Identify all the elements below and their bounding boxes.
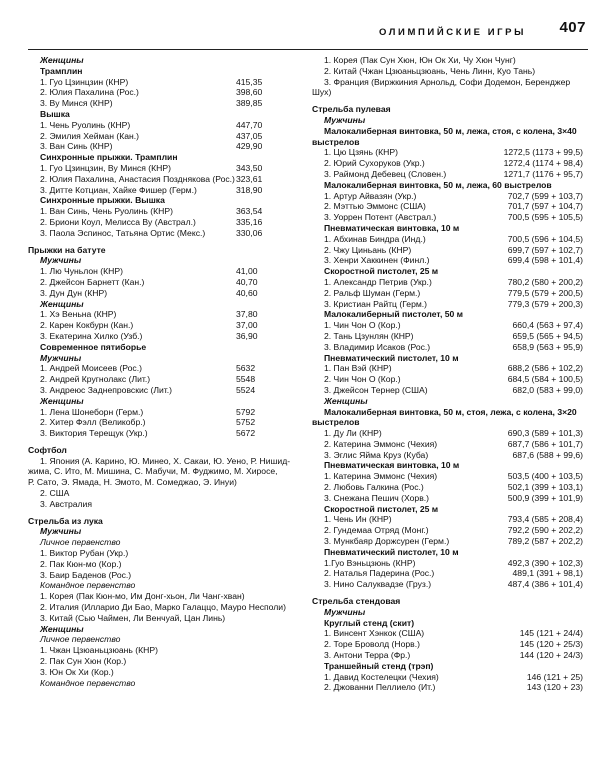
result-value: 687,6 (588 + 99,6) xyxy=(512,449,583,460)
section-heading xyxy=(312,309,590,320)
result-row xyxy=(28,277,303,288)
result-row xyxy=(28,417,303,428)
result-value: 792,2 (590 + 202,2) xyxy=(507,525,583,536)
result-row xyxy=(28,131,303,142)
entry-text: 2. Эмилия Хейман (Кан.) xyxy=(40,130,139,141)
entry-text: Вышка xyxy=(40,108,70,119)
result-row xyxy=(312,650,590,661)
result-row xyxy=(312,682,590,693)
result-row xyxy=(312,639,590,650)
result-row xyxy=(28,320,303,331)
entry-text: 1. Александр Петрив (Укр.) xyxy=(324,276,432,287)
result-row xyxy=(28,266,303,277)
entry-text: 3. Паола Эспинос, Татьяна Ортис (Мекс.) xyxy=(40,227,206,238)
entry-text: Скоростной пистолет, 25 м xyxy=(324,266,439,277)
entry-text: 1. Лена Шонеборн (Герм.) xyxy=(40,406,144,417)
result-value: 780,2 (580 + 200,2) xyxy=(507,276,583,287)
result-row xyxy=(28,98,303,109)
result-value: 779,3 (579 + 200,3) xyxy=(507,298,583,309)
entry-text: 3. Раймонд Дебевец (Словен.) xyxy=(324,168,447,179)
entry-text: 2. Хитер Фэлл (Великобр.) xyxy=(40,417,146,428)
text-line xyxy=(28,488,303,499)
entry-text: 3. Юн Ок Хи (Кор.) xyxy=(40,666,114,677)
entry-text: Круглый стенд (скит) xyxy=(324,617,415,628)
result-row xyxy=(312,234,590,245)
right-column xyxy=(312,55,590,693)
result-row xyxy=(312,255,590,266)
entry-text: 2. Тань Цзунлян (КНР) xyxy=(324,330,414,341)
section-heading xyxy=(312,504,590,515)
result-row xyxy=(312,493,590,504)
result-row xyxy=(28,87,303,98)
entry-text: 3. Хенри Хаккинен (Финл.) xyxy=(324,255,430,266)
entry-text: Пневматическая винтовка, 10 м xyxy=(324,460,460,471)
section-heading xyxy=(28,445,303,456)
entry-text: Трамплин xyxy=(40,65,83,76)
result-row xyxy=(312,672,590,683)
entry-text: 2. Италия (Илларио Ди Бао, Марко Галаццо, Мауро Несполи) xyxy=(40,602,286,613)
result-value: 699,7 (597 + 102,7) xyxy=(507,244,583,255)
result-row xyxy=(312,331,590,342)
text-line xyxy=(312,55,590,66)
text-line xyxy=(28,656,303,667)
result-row xyxy=(28,206,303,217)
entry-text: 2. Чин Чон О (Кор.) xyxy=(324,374,401,385)
result-row xyxy=(28,428,303,439)
result-value: 146 (121 + 25) xyxy=(526,671,583,682)
result-value: 37,80 xyxy=(236,309,258,320)
entry-text: 1. Чень Руолинь (КНР) xyxy=(40,119,131,130)
entry-text: 1. Андрей Моисеев (Рос.) xyxy=(40,363,142,374)
result-row xyxy=(312,439,590,450)
result-value: 1272,4 (1174 + 98,4) xyxy=(503,158,583,169)
text-line xyxy=(28,591,303,602)
entry-text: 2. Гундемаа Отряд (Монг.) xyxy=(324,525,429,536)
section-heading xyxy=(312,596,590,607)
entry-text: 2. Катерина Эммонс (Чехия) xyxy=(324,438,438,449)
page-header xyxy=(0,19,600,42)
result-row xyxy=(312,342,590,353)
result-value: 688,2 (586 + 102,2) xyxy=(507,363,583,374)
result-row xyxy=(28,385,303,396)
result-row xyxy=(28,185,303,196)
result-value: 398,60 xyxy=(236,87,263,98)
gender-heading xyxy=(28,396,303,407)
text-line xyxy=(312,66,590,77)
entry-text: 3. Уоррен Потент (Австрал.) xyxy=(324,212,437,223)
entry-text: 2. Джейсон Барнетт (Кан.) xyxy=(40,276,145,287)
entry-text: 2. Пак Сун Хюн (Кор.) xyxy=(40,656,127,667)
section-heading xyxy=(28,195,303,206)
result-row xyxy=(28,228,303,239)
section-heading xyxy=(312,137,590,148)
result-row xyxy=(312,363,590,374)
text-line xyxy=(28,477,303,488)
result-value: 660,4 (563 + 97,4) xyxy=(512,320,583,331)
result-value: 5524 xyxy=(236,384,256,395)
result-value: 5752 xyxy=(236,417,256,428)
result-value: 1271,7 (1176 + 95,7) xyxy=(503,168,583,179)
result-value: 145 (120 + 25/3) xyxy=(519,639,583,650)
section-heading xyxy=(28,66,303,77)
result-value: 437,05 xyxy=(236,130,263,141)
gender-heading xyxy=(312,115,590,126)
result-row xyxy=(28,77,303,88)
entry-text: 1. Корея (Пак Кюн-мо, Им Донг-хьон, Ли Чанг-хван) xyxy=(40,591,245,602)
result-row xyxy=(312,245,590,256)
result-value: 330,06 xyxy=(236,227,263,238)
result-value: 658,9 (563 + 95,9) xyxy=(512,341,583,352)
entry-text: 3. Китай (Сью Чаймен, Ли Венчуай, Цан Линь) xyxy=(40,612,226,623)
result-value: 40,70 xyxy=(236,276,258,287)
entry-text: 3. Дитте Котциан, Хайке Фишер (Герм.) xyxy=(40,184,197,195)
entry-text: 3. Екатерина Хилко (Узб.) xyxy=(40,330,143,341)
entry-text: 1. Чжан Цзюаньцзюань (КНР) xyxy=(40,645,158,656)
entry-text: Малокалиберная винтовка, 50 м, лежа, стоя, с колена, 3×40 xyxy=(324,125,577,136)
entry-text: 1. Хэ Веньна (КНР) xyxy=(40,309,117,320)
entry-text: жима, С. Ито, М. Мишина, С. Мабучи, М. Фуджимо, М. Хиросе, xyxy=(28,466,278,477)
result-value: 1272,5 (1173 + 99,5) xyxy=(503,147,583,158)
entry-text: 3. Владимир Исаков (Рос.) xyxy=(324,341,431,352)
header-rule xyxy=(28,49,588,50)
entry-text: Малокалиберная винтовка, 50 м, лежа, 60 выстрелов xyxy=(324,179,552,190)
result-value: 41,00 xyxy=(236,266,258,277)
text-line xyxy=(28,548,303,559)
text-line xyxy=(28,466,303,477)
result-value: 144 (120 + 24/3) xyxy=(519,650,583,661)
entry-text: 2. Юлия Пахалина, Анастасия Позднякова (Рос.) xyxy=(40,173,235,184)
section-heading xyxy=(312,104,590,115)
entry-text: 1. Чин Чон О (Кор.) xyxy=(324,320,401,331)
entry-text: Стрельба пулевая xyxy=(312,104,391,115)
section-heading xyxy=(312,460,590,471)
entry-text: 2. США xyxy=(40,488,70,499)
entry-text: Синхронные прыжки. Вышка xyxy=(40,195,165,206)
entry-text: выстрелов xyxy=(312,136,360,147)
entry-text: Мужчины xyxy=(324,606,366,617)
result-value: 789,2 (587 + 202,2) xyxy=(507,536,583,547)
result-value: 682,0 (583 + 99,0) xyxy=(512,384,583,395)
entry-text: 2. Мэттью Эммонс (США) xyxy=(324,201,426,212)
entry-text: 3. Нино Салуквадзе (Груз.) xyxy=(324,579,432,590)
entry-text: 1. Абхинав Биндра (Инд.) xyxy=(324,233,426,244)
entry-text: 1. Артур Айвазян (Укр.) xyxy=(324,190,417,201)
result-row xyxy=(28,374,303,385)
entry-text: 3. Антони Терра (Фр.) xyxy=(324,650,411,661)
result-row xyxy=(28,163,303,174)
entry-text: Прыжки на батуте xyxy=(28,244,106,255)
result-value: 447,70 xyxy=(236,119,263,130)
entry-text: Личное первенство xyxy=(40,537,121,548)
gender-heading xyxy=(28,624,303,635)
result-value: 659,5 (565 + 94,5) xyxy=(512,330,583,341)
result-row xyxy=(312,277,590,288)
gender-heading xyxy=(28,55,303,66)
result-value: 701,7 (597 + 104,7) xyxy=(507,201,583,212)
result-value: 363,54 xyxy=(236,206,263,217)
entry-text: Командное первенство xyxy=(40,580,136,591)
result-value: 700,5 (596 + 104,5) xyxy=(507,233,583,244)
section-heading xyxy=(312,126,590,137)
text-line xyxy=(312,87,590,98)
subheading xyxy=(28,580,303,591)
result-value: 429,90 xyxy=(236,141,263,152)
result-value: 779,5 (579 + 200,5) xyxy=(507,287,583,298)
result-row xyxy=(312,385,590,396)
entry-text: 2. Наталья Падерина (Рос.) xyxy=(324,568,435,579)
entry-text: 3. Виктория Терещук (Укр.) xyxy=(40,428,148,439)
gender-heading xyxy=(28,526,303,537)
section-heading xyxy=(312,661,590,672)
section-heading xyxy=(312,547,590,558)
entry-text: 3. Джейсон Тернер (США) xyxy=(324,384,428,395)
result-row xyxy=(28,288,303,299)
entry-text: Шух) xyxy=(312,87,332,98)
result-row xyxy=(312,536,590,547)
section-heading xyxy=(28,516,303,527)
result-row xyxy=(28,331,303,342)
result-value: 5548 xyxy=(236,374,256,385)
entry-text: 1. Гуо Цзинцзин (КНР) xyxy=(40,76,129,87)
section-heading xyxy=(28,152,303,163)
result-row xyxy=(312,428,590,439)
entry-text: 2. Карен Кокбурн (Кан.) xyxy=(40,320,134,331)
left-column xyxy=(28,55,303,688)
entry-text: 1. Катерина Эммонс (Чехия) xyxy=(324,471,438,482)
result-value: 487,4 (386 + 101,4) xyxy=(507,579,583,590)
entry-text: 2. Пак Кюн-мо (Кор.) xyxy=(40,558,122,569)
result-value: 500,9 (399 + 101,9) xyxy=(507,492,583,503)
result-row xyxy=(28,217,303,228)
entry-text: Софтбол xyxy=(28,444,67,455)
entry-text: Пневматическая винтовка, 10 м xyxy=(324,222,460,233)
section-heading xyxy=(28,342,303,353)
entry-text: 3. Австралия xyxy=(40,498,93,509)
entry-text: Мужчины xyxy=(40,255,82,266)
entry-text: Мужчины xyxy=(40,352,82,363)
result-row xyxy=(28,407,303,418)
result-row xyxy=(312,525,590,536)
text-line xyxy=(28,559,303,570)
gender-heading xyxy=(312,607,590,618)
result-row xyxy=(312,201,590,212)
entry-text: 3. Мункбаяр Доржсурен (Герм.) xyxy=(324,536,450,547)
result-value: 5672 xyxy=(236,428,256,439)
result-value: 5792 xyxy=(236,406,256,417)
result-value: 415,35 xyxy=(236,76,263,87)
text-line xyxy=(28,645,303,656)
entry-text: 3. Дун Дун (КНР) xyxy=(40,287,108,298)
result-row xyxy=(312,482,590,493)
entry-text: Командное первенство xyxy=(40,677,136,688)
entry-text: Женщины xyxy=(324,395,368,406)
subheading xyxy=(28,537,303,548)
entry-text: 2. Китай (Чжан Цзюаньцзюань, Чень Линн, Куо Тань) xyxy=(324,65,536,76)
result-row xyxy=(312,450,590,461)
entry-text: 3. Баир Баденов (Рос.) xyxy=(40,569,132,580)
result-row xyxy=(28,309,303,320)
section-heading xyxy=(28,245,303,256)
entry-text: 3. Ван Синь (КНР) xyxy=(40,141,113,152)
entry-text: Синхронные прыжки. Трамплин xyxy=(40,152,178,163)
entry-text: Скоростной пистолет, 25 м xyxy=(324,503,439,514)
result-value: 343,50 xyxy=(236,162,263,173)
result-row xyxy=(312,374,590,385)
text-line xyxy=(28,667,303,678)
entry-text: 1.Гуо Вэньцзюнь (КНР) xyxy=(324,557,416,568)
entry-text: 1. Пан Вэй (КНР) xyxy=(324,363,392,374)
entry-text: Женщины xyxy=(40,623,84,634)
entry-text: Личное первенство xyxy=(40,634,121,645)
entry-text: 1. Виктор Рубан (Укр.) xyxy=(40,548,129,559)
entry-text: 2. Чжу Циньань (КНР) xyxy=(324,244,412,255)
section-heading xyxy=(312,223,590,234)
result-row xyxy=(28,141,303,152)
result-row xyxy=(312,212,590,223)
result-value: 36,90 xyxy=(236,330,258,341)
gender-heading xyxy=(28,299,303,310)
result-value: 684,5 (584 + 100,5) xyxy=(507,374,583,385)
result-value: 492,3 (390 + 102,3) xyxy=(507,557,583,568)
entry-text: выстрелов xyxy=(312,417,360,428)
section-heading xyxy=(312,417,590,428)
entry-text: Женщины xyxy=(40,395,84,406)
result-row xyxy=(312,514,590,525)
entry-text: Мужчины xyxy=(40,526,82,537)
entry-text: 3. Андреюс Заднепровскис (Лит.) xyxy=(40,384,173,395)
entry-text: 3. Ву Минся (КНР) xyxy=(40,98,113,109)
result-row xyxy=(312,568,590,579)
entry-text: Современное пятиборье xyxy=(40,341,147,352)
entry-text: 1. Корея (Пак Сун Хюн, Юн Ок Хи, Чу Хюн Чунг) xyxy=(324,55,516,65)
section-heading xyxy=(312,407,590,418)
result-value: 503,5 (400 + 103,5) xyxy=(507,471,583,482)
result-row xyxy=(28,363,303,374)
result-row xyxy=(312,169,590,180)
result-value: 323,61 xyxy=(236,173,263,184)
result-row xyxy=(28,120,303,131)
entry-text: Мужчины xyxy=(324,114,366,125)
entry-text: 1. Цю Цзянь (КНР) xyxy=(324,147,398,158)
result-value: 489,1 (391 + 98,1) xyxy=(512,568,583,579)
gender-heading xyxy=(28,255,303,266)
text-line xyxy=(28,613,303,624)
result-row xyxy=(312,471,590,482)
entry-text: 1. Винсент Хэнкок (США) xyxy=(324,628,425,639)
entry-text: 3. Кристиан Райтц (Герм.) xyxy=(324,298,428,309)
entry-text: 3. Снежана Пешич (Хорв.) xyxy=(324,492,430,503)
result-value: 5632 xyxy=(236,363,256,374)
result-value: 702,7 (599 + 103,7) xyxy=(507,190,583,201)
result-value: 389,85 xyxy=(236,98,263,109)
section-heading xyxy=(28,109,303,120)
result-value: 37,00 xyxy=(236,320,258,331)
text-line xyxy=(28,602,303,613)
entry-text: 1. Ду Ли (КНР) xyxy=(324,428,382,439)
entry-text: Женщины xyxy=(40,298,84,309)
text-line xyxy=(28,456,303,467)
entry-text: 2. Ральф Шуман (Герм.) xyxy=(324,287,421,298)
entry-text: 2. Юрий Сухоруков (Укр.) xyxy=(324,158,425,169)
text-line xyxy=(28,570,303,581)
entry-text: Траншейный стенд (трэп) xyxy=(324,660,434,671)
text-line xyxy=(312,77,590,88)
subheading xyxy=(28,634,303,645)
result-value: 335,16 xyxy=(236,216,263,227)
gender-heading xyxy=(312,396,590,407)
result-value: 687,7 (586 + 101,7) xyxy=(507,438,583,449)
section-heading xyxy=(312,180,590,191)
section-heading xyxy=(312,266,590,277)
subheading xyxy=(28,678,303,689)
entry-text: 1. Давид Костелецки (Чехия) xyxy=(324,671,439,682)
result-row xyxy=(312,191,590,202)
result-value: 502,1 (399 + 103,1) xyxy=(507,482,583,493)
page-number: 407 xyxy=(559,19,586,36)
entry-text: 2. Джованни Пеллиело (Ит.) xyxy=(324,682,436,693)
gender-heading xyxy=(28,353,303,364)
entry-text: Пневматический пистолет, 10 м xyxy=(324,546,459,557)
result-value: 700,5 (595 + 105,5) xyxy=(507,212,583,223)
entry-text: 1. Япония (А. Карино, Ю. Минео, Х. Сакаи, Ю. Уено, Р. Нишид- xyxy=(40,455,291,466)
entry-text: Пневматический пистолет, 10 м xyxy=(324,352,459,363)
entry-text: 3. Франция (Виржкиния Арнольд, Софи Додемон, Беренджер xyxy=(324,76,571,87)
result-value: 793,4 (585 + 208,4) xyxy=(507,514,583,525)
entry-text: Стрельба стендовая xyxy=(312,596,401,607)
running-title: ОЛИМПИЙСКИЕ ИГРЫ xyxy=(379,27,526,38)
result-row xyxy=(28,174,303,185)
entry-text: 2. Любовь Галкина (Рос.) xyxy=(324,482,424,493)
result-value: 143 (120 + 23) xyxy=(526,682,583,693)
result-row xyxy=(312,558,590,569)
entry-text: 2. Андрей Кругнолакс (Лит.) xyxy=(40,374,151,385)
entry-text: 3. Эглис Яйма Круз (Куба) xyxy=(324,449,429,460)
result-value: 690,3 (589 + 101,3) xyxy=(507,428,583,439)
result-row xyxy=(312,579,590,590)
result-value: 40,60 xyxy=(236,287,258,298)
entry-text: Стрельба из лука xyxy=(28,515,103,526)
entry-text: Женщины xyxy=(40,55,84,65)
result-row xyxy=(312,628,590,639)
entry-text: 1. Лю Чуньлон (КНР) xyxy=(40,266,123,277)
entry-text: 1. Гуо Цзинцзин, Ву Минся (КНР) xyxy=(40,162,171,173)
entry-text: 1. Ван Синь, Чень Руолинь (КНР) xyxy=(40,206,173,217)
entry-text: Р. Сато, Э. Ямада, Н. Эмото, М. Сомеджао, Э. Инуи) xyxy=(28,477,237,488)
result-row xyxy=(312,147,590,158)
result-value: 145 (121 + 24/4) xyxy=(519,628,583,639)
section-heading xyxy=(312,353,590,364)
result-row xyxy=(312,158,590,169)
entry-text: Малокалиберный пистолет, 50 м xyxy=(324,309,464,320)
entry-text: 1. Чень Ин (КНР) xyxy=(324,514,392,525)
entry-text: 2. Бриони Коул, Мелисса Ву (Австрал.) xyxy=(40,216,196,227)
entry-text: Малокалиберная винтовка, 50 м, стоя, лежа, с колена, 3×20 xyxy=(324,406,577,417)
entry-text: 2. Торе Броволд (Норв.) xyxy=(324,639,420,650)
result-row xyxy=(312,320,590,331)
result-value: 699,4 (598 + 101,4) xyxy=(507,255,583,266)
result-row xyxy=(312,299,590,310)
entry-text: 2. Юлия Пахалина (Рос.) xyxy=(40,87,139,98)
result-value: 318,90 xyxy=(236,184,263,195)
result-row xyxy=(312,288,590,299)
text-line xyxy=(28,499,303,510)
section-heading xyxy=(312,618,590,629)
